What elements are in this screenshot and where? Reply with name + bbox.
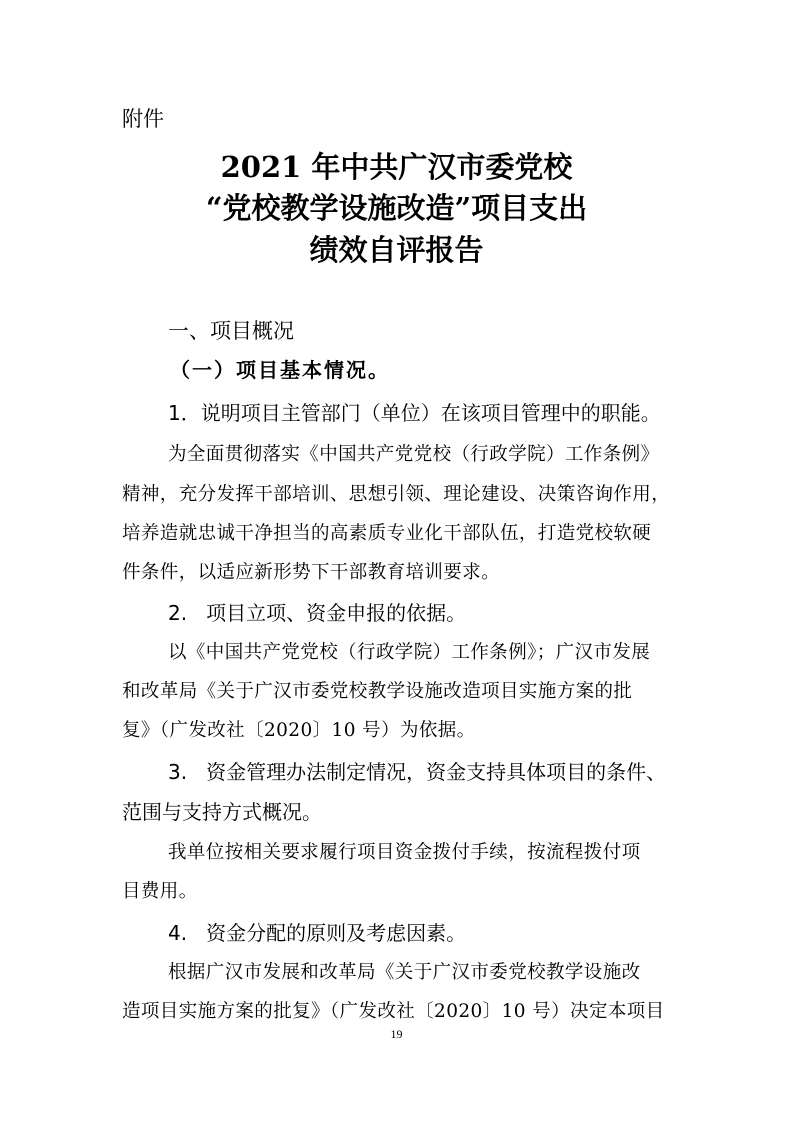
page-number: 19: [390, 1027, 403, 1041]
item-1-body-line: 件条件，以适应新形势下干部教育培训要求。: [122, 562, 501, 583]
item-3-body-line: 目费用。: [122, 881, 198, 902]
attachment-label: 附件: [122, 107, 164, 131]
item-4-body-line: 造项目实施方案的批复》（广发改社〔2020〕10 号）决定本项目: [122, 1001, 665, 1022]
report-title-line-2: “党校教学设施改造”项目支出: [205, 191, 588, 225]
item-1-body-line: 精神，充分发挥干部培训、思想引领、理论建设、决策咨询作用，: [122, 484, 671, 505]
subsection-heading: （一）项目基本情况。: [170, 358, 390, 382]
item-3-heading-continued: 范围与支持方式概况。: [122, 800, 322, 824]
report-title-line-3: 绩效自评报告: [309, 233, 484, 267]
report-title-line-1: 2021 年中共广汉市委党校: [220, 150, 573, 184]
item-2-body-line: 和改革局《关于广汉市委党校教学设施改造项目实施方案的批: [122, 681, 633, 702]
item-4-body-line: 根据广汉市发展和改革局《关于广汉市委党校教学设施改: [168, 962, 641, 983]
item-2-body-line: 复》（广发改社〔2020〕10 号）为依据。: [122, 720, 476, 741]
item-4-heading: 4. 资金分配的原则及考虑因素。: [168, 921, 467, 945]
item-2-body-line: 以《中国共产党党校（行政学院）工作条例》；广汉市发展: [168, 642, 651, 663]
item-1-body-line: 培养造就忠诚干净担当的高素质专业化干部队伍，打造党校软硬: [122, 523, 652, 544]
section-heading: 一、项目概况: [168, 319, 294, 343]
item-2-heading: 2. 项目立项、资金申报的依据。: [168, 601, 467, 625]
item-1-body-line: 为全面贯彻落实《中国共产党党校（行政学院）工作条例》: [168, 444, 660, 465]
item-1-heading: 1．说明项目主管部门（单位）在该项目管理中的职能。: [168, 401, 661, 425]
item-3-body-line: 我单位按相关要求履行项目资金拨付手续，按流程拨付项: [168, 842, 641, 863]
item-3-heading: 3. 资金管理办法制定情况，资金支持具体项目的条件、: [168, 760, 667, 784]
